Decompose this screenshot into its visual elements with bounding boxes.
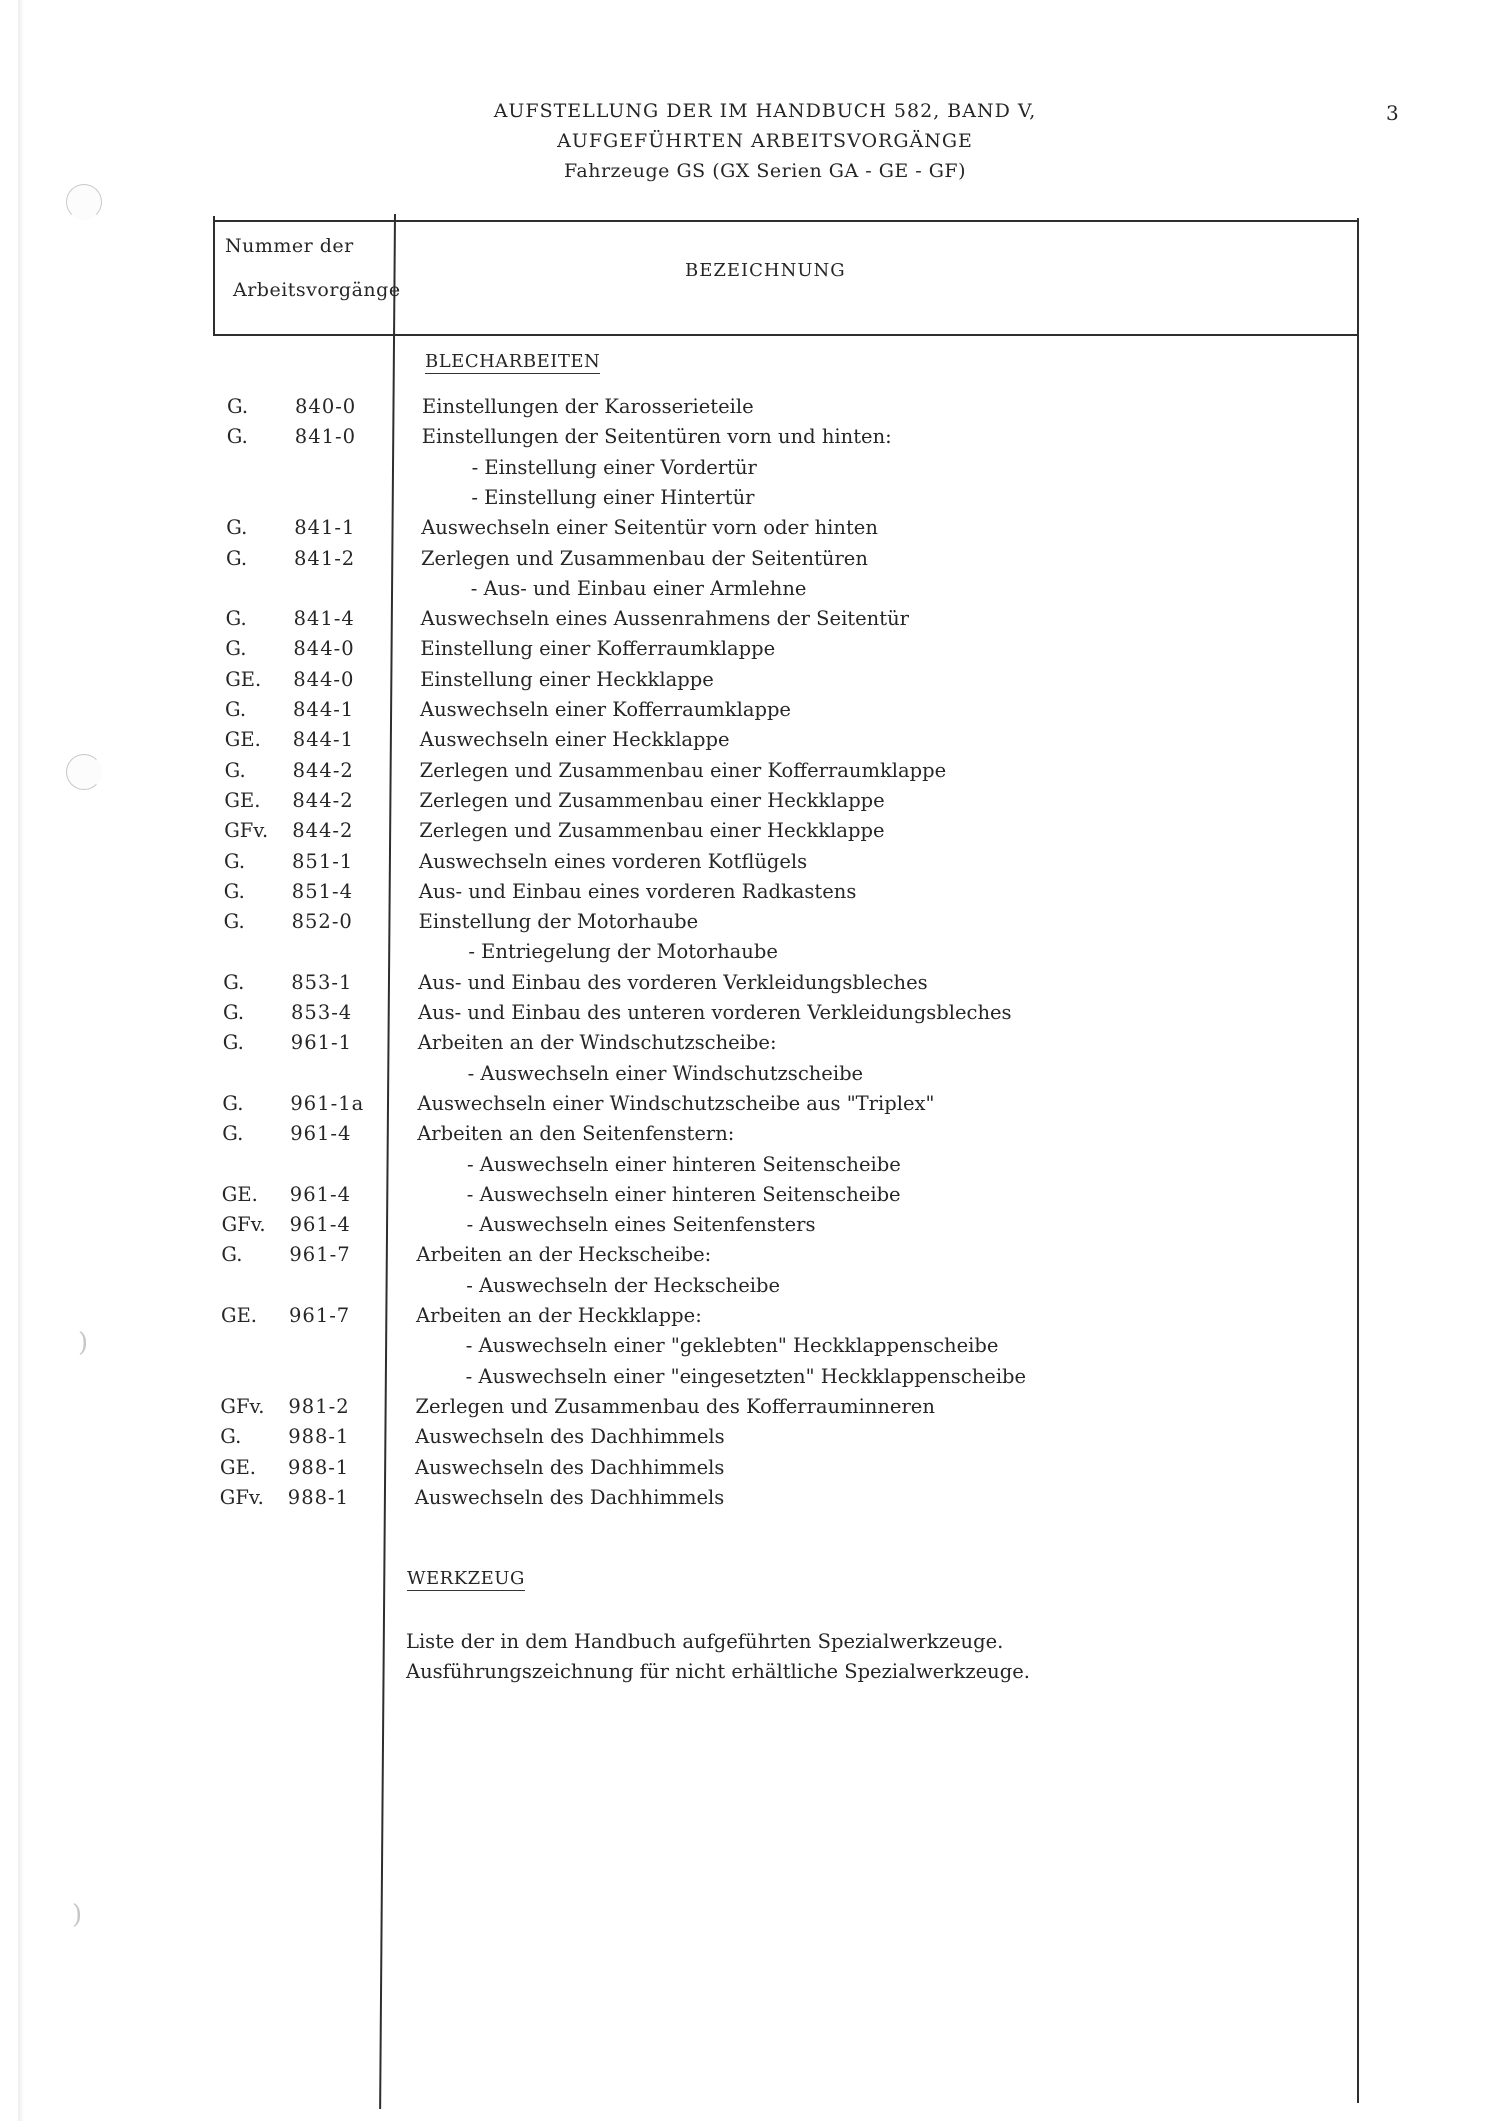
column-header-number-line2: Arbeitsvorgänge: [233, 279, 401, 301]
row-prefix: GE.: [225, 667, 262, 691]
row-description: Einstellung der Motorhaube: [418, 910, 699, 934]
row-description: - Auswechseln eines Seitenfensters: [466, 1213, 816, 1237]
row-number: 844-2: [292, 819, 354, 843]
werkzeug-line-1: Liste der in dem Handbuch aufgeführten Spezialwerkzeuge.: [406, 1630, 1004, 1653]
table-column-divider: [379, 214, 396, 2109]
section-title-werkzeug: WERKZEUG: [407, 1568, 525, 1589]
row-prefix: G.: [226, 516, 248, 540]
column-header-number-line1: Nummer der: [225, 235, 354, 257]
row-prefix: G.: [224, 758, 246, 782]
punch-hole: [66, 754, 102, 790]
row-number: 841-4: [293, 607, 355, 631]
row-prefix: G.: [227, 395, 249, 418]
row-number: 988-1: [288, 1425, 350, 1449]
row-description: - Einstellung einer Hintertür: [471, 485, 755, 509]
table-top-border: [213, 220, 1359, 222]
table-left-border: [213, 216, 215, 336]
row-description: - Auswechseln einer "eingesetzten" Heckklappenscheibe: [465, 1364, 1027, 1388]
row-prefix: G.: [225, 637, 247, 661]
row-description: Einstellungen der Karosserieteile: [422, 395, 754, 418]
row-description: - Auswechseln einer hinteren Seitenscheibe: [467, 1152, 901, 1176]
row-prefix: G.: [225, 607, 247, 631]
row-number: 853-1: [291, 970, 353, 994]
row-prefix: G.: [224, 849, 246, 873]
row-number: 961-4: [290, 1122, 352, 1146]
row-description: Auswechseln des Dachhimmels: [414, 1485, 725, 1509]
header-line-1: AUFSTELLUNG DER IM HANDBUCH 582, BAND V,: [493, 100, 1037, 122]
page-edge-shadow: [18, 0, 24, 2121]
row-number: 840-0: [295, 395, 357, 418]
row-prefix: G.: [226, 546, 248, 570]
row-description: Aus- und Einbau eines vorderen Radkastens: [418, 879, 857, 903]
row-number: 851-4: [291, 879, 354, 903]
row-description: Zerlegen und Zusammenbau einer Heckklappe: [419, 819, 885, 843]
row-description: - Auswechseln einer Windschutzscheibe: [467, 1061, 864, 1085]
row-prefix: G.: [223, 1001, 245, 1024]
row-prefix: GFv.: [224, 819, 269, 843]
row-description: Aus- und Einbau des vorderen Verkleidungsbleches: [418, 970, 928, 994]
row-prefix: G.: [222, 1091, 244, 1115]
row-prefix: G.: [220, 1425, 242, 1449]
row-description: Einstellung einer Heckklappe: [420, 667, 714, 691]
punch-mark: ): [72, 1900, 83, 1930]
header-line-3: Fahrzeuge GS (GX Serien GA - GE - GF): [563, 160, 967, 182]
row-number: 961-4: [289, 1213, 351, 1237]
row-number: 844-1: [292, 728, 355, 752]
row-description: Arbeiten an der Windschutzscheibe:: [417, 1031, 777, 1055]
row-description: Arbeiten an der Heckscheibe:: [416, 1243, 712, 1267]
row-description: Arbeiten an der Heckklappe:: [416, 1304, 702, 1327]
row-number: 844-0: [293, 637, 355, 661]
row-number: 844-2: [292, 788, 354, 812]
row-prefix: GE.: [220, 1455, 257, 1479]
row-prefix: G.: [226, 425, 248, 449]
row-description: Einstellungen der Seitentüren vorn und hinten:: [421, 425, 892, 449]
row-number: 841-0: [294, 425, 357, 449]
row-number: 844-2: [292, 758, 354, 782]
row-prefix: GE.: [224, 728, 261, 752]
row-prefix: GE.: [224, 788, 261, 812]
werkzeug-description: [406, 1627, 1030, 1687]
row-prefix: G.: [225, 698, 247, 721]
document-header: [440, 96, 1090, 186]
row-number: 853-4: [291, 1001, 353, 1024]
table-header-divider: [213, 334, 1359, 336]
row-description: Arbeiten an den Seitenfenstern:: [417, 1122, 735, 1146]
row-prefix: G.: [223, 879, 245, 903]
row-description: Zerlegen und Zusammenbau einer Heckklappe: [419, 788, 885, 812]
row-description: - Aus- und Einbau einer Armlehne: [470, 576, 807, 600]
table-right-border: [1357, 218, 1359, 2103]
row-number: 851-1: [292, 849, 354, 873]
row-description: Auswechseln einer Heckklappe: [419, 728, 730, 752]
row-prefix: G.: [221, 1243, 243, 1267]
row-number: 961-7: [289, 1304, 351, 1327]
row-number: 988-1: [287, 1485, 350, 1509]
row-description: Auswechseln einer Seitentür vorn oder hinten: [421, 516, 878, 540]
row-description: - Entriegelung der Motorhaube: [468, 940, 778, 964]
row-number: 961-1a: [290, 1091, 365, 1115]
row-prefix: GE.: [221, 1182, 258, 1206]
row-description: Aus- und Einbau des unteren vorderen Verkleidungsbleches: [418, 1001, 1012, 1024]
row-description: - Auswechseln einer hinteren Seitenscheibe: [466, 1182, 901, 1206]
column-header-number: [225, 224, 401, 312]
row-description: Einstellung einer Kofferraumklappe: [420, 637, 776, 661]
punch-hole: [66, 184, 102, 220]
row-description: Auswechseln eines Aussenrahmens der Seitentür: [420, 607, 909, 631]
row-number: 961-4: [289, 1182, 352, 1206]
row-number: 961-1: [290, 1031, 353, 1055]
werkzeug-line-2: Ausführungszeichnung für nicht erhältliche Spezialwerkzeuge.: [406, 1660, 1030, 1683]
row-description: Auswechseln des Dachhimmels: [415, 1455, 725, 1479]
row-description: - Auswechseln der Heckscheibe: [466, 1273, 780, 1297]
row-description: - Einstellung einer Vordertür: [471, 455, 757, 479]
row-description: Auswechseln eines vorderen Kotflügels: [419, 849, 808, 873]
row-number: 981-2: [288, 1394, 350, 1418]
row-description: - Auswechseln einer "geklebten" Heckklappenscheibe: [465, 1334, 999, 1358]
row-description: Auswechseln einer Kofferraumklappe: [420, 698, 791, 721]
row-number: 844-1: [293, 698, 355, 721]
section-title-blecharbeiten: BLECHARBEITEN: [425, 351, 601, 372]
row-number: 852-0: [291, 910, 353, 934]
page-number: 3: [1386, 101, 1399, 125]
column-header-bezeichnung: BEZEICHNUNG: [685, 260, 846, 281]
row-description: Zerlegen und Zusammenbau der Seitentüren: [421, 546, 868, 570]
row-number: 841-2: [294, 546, 356, 570]
row-prefix: GE.: [221, 1304, 258, 1327]
punch-mark: ): [78, 1328, 89, 1358]
row-number: 961-7: [289, 1243, 351, 1267]
row-prefix: GFv.: [219, 1485, 264, 1509]
row-description: Zerlegen und Zusammenbau des Kofferrauminneren: [415, 1394, 935, 1418]
row-number: 841-1: [294, 516, 356, 540]
row-description: Auswechseln einer Windschutzscheibe aus "Triplex": [417, 1091, 935, 1115]
row-description: Auswechseln des Dachhimmels: [415, 1425, 725, 1449]
row-prefix: G.: [223, 910, 245, 934]
row-prefix: G.: [222, 1031, 244, 1055]
row-description: Zerlegen und Zusammenbau einer Kofferraumklappe: [419, 758, 947, 782]
row-number: 988-1: [288, 1455, 350, 1479]
row-prefix: G.: [222, 1122, 244, 1146]
row-prefix: G.: [223, 970, 245, 994]
row-prefix: GFv.: [221, 1213, 266, 1237]
header-line-2: AUFGEFÜHRTEN ARBEITSVORGÄNGE: [557, 130, 973, 152]
row-number: 844-0: [293, 667, 355, 691]
row-prefix: GFv.: [220, 1394, 265, 1418]
